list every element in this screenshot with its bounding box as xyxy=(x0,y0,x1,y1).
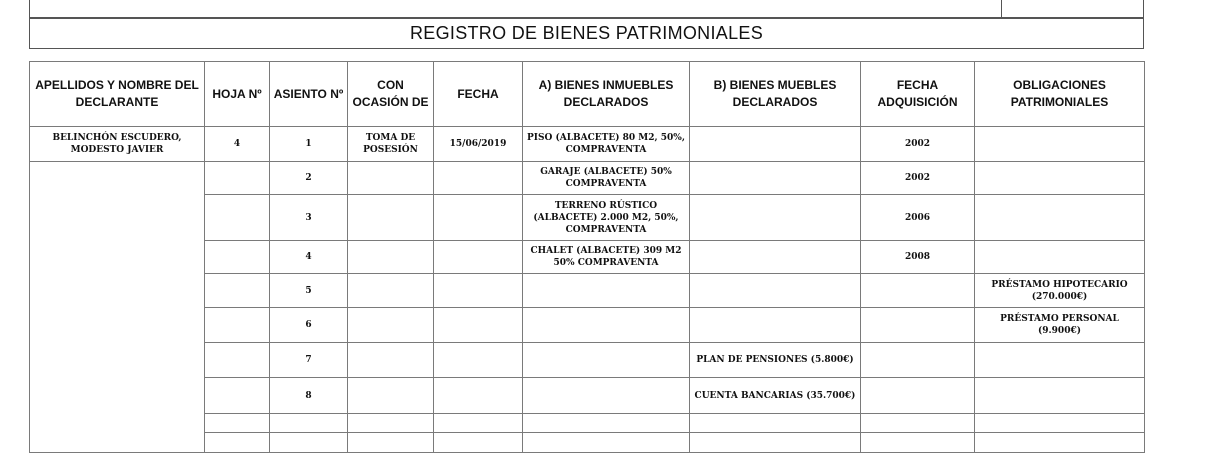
table-row xyxy=(30,127,1145,162)
asiento-cell: 6 xyxy=(270,308,348,343)
fecha-cell xyxy=(434,414,523,433)
declarante-name: BELINCHÓN ESCUDERO, MODESTO JAVIER xyxy=(30,127,205,162)
inmuebles-cell xyxy=(523,378,690,414)
obligaciones-cell xyxy=(975,241,1145,274)
obligaciones-cell xyxy=(975,343,1145,378)
ocasion-cell xyxy=(348,308,434,343)
asiento-cell: 7 xyxy=(270,343,348,378)
obligaciones-cell xyxy=(975,414,1145,433)
adquisicion-cell xyxy=(861,274,975,308)
col-header-declarante: APELLIDOS Y NOMBRE DEL DECLARANTE xyxy=(30,62,205,127)
hoja-cell xyxy=(205,433,270,453)
adquisicion-cell xyxy=(861,308,975,343)
obligaciones-cell: PRÉSTAMO PERSONAL (9.900€) xyxy=(975,308,1145,343)
muebles-cell xyxy=(690,274,861,308)
col-header-muebles: B) BIENES MUEBLES DECLARADOS xyxy=(690,62,861,127)
muebles-cell xyxy=(690,241,861,274)
inmuebles-cell: CHALET (ALBACETE) 309 M2 50% COMPRAVENTA xyxy=(523,241,690,274)
adquisicion-cell xyxy=(861,343,975,378)
inmuebles-cell: TERRENO RÚSTICO (ALBACETE) 2.000 M2, 50%, COMPRAVENTA xyxy=(523,195,690,241)
asiento-cell: 5 xyxy=(270,274,348,308)
inmuebles-cell xyxy=(523,414,690,433)
fecha-cell xyxy=(434,274,523,308)
muebles-cell xyxy=(690,127,861,162)
col-header-adquisicion: FECHA ADQUISICIÓN xyxy=(861,62,975,127)
adquisicion-cell: 2008 xyxy=(861,241,975,274)
adquisicion-cell xyxy=(861,414,975,433)
fecha-cell xyxy=(434,378,523,414)
col-header-hoja: HOJA Nº xyxy=(205,62,270,127)
muebles-cell: CUENTA BANCARIAS (35.700€) xyxy=(690,378,861,414)
asiento-cell: 1 xyxy=(270,127,348,162)
fecha-cell xyxy=(434,195,523,241)
col-header-obligaciones: OBLIGACIONES PATRIMONIALES xyxy=(975,62,1145,127)
page-title: REGISTRO DE BIENES PATRIMONIALES xyxy=(29,18,1144,49)
asiento-cell: 3 xyxy=(270,195,348,241)
hoja-cell xyxy=(205,343,270,378)
inmuebles-cell xyxy=(523,308,690,343)
adquisicion-cell xyxy=(861,378,975,414)
top-divider xyxy=(1001,0,1002,17)
adquisicion-cell: 2002 xyxy=(861,162,975,195)
hoja-number: 4 xyxy=(205,127,270,162)
asiento-cell: 4 xyxy=(270,241,348,274)
fecha-cell xyxy=(434,343,523,378)
asiento-cell: 2 xyxy=(270,162,348,195)
fecha-cell: 15/06/2019 xyxy=(434,127,523,162)
hoja-cell xyxy=(205,195,270,241)
fecha-cell xyxy=(434,241,523,274)
ocasion-cell: TOMA DE POSESIÓN xyxy=(348,127,434,162)
muebles-cell xyxy=(690,308,861,343)
hoja-cell xyxy=(205,162,270,195)
asiento-cell xyxy=(270,414,348,433)
ocasion-cell xyxy=(348,414,434,433)
asiento-cell: 8 xyxy=(270,378,348,414)
header-row xyxy=(30,62,1145,127)
top-header-box xyxy=(29,0,1144,18)
fecha-cell xyxy=(434,162,523,195)
fecha-cell xyxy=(434,308,523,343)
inmuebles-cell xyxy=(523,343,690,378)
table-row xyxy=(30,162,1145,195)
ocasion-cell xyxy=(348,378,434,414)
adquisicion-cell: 2002 xyxy=(861,127,975,162)
ocasion-cell xyxy=(348,433,434,453)
obligaciones-cell xyxy=(975,378,1145,414)
muebles-cell xyxy=(690,162,861,195)
muebles-cell xyxy=(690,433,861,453)
obligaciones-cell xyxy=(975,195,1145,241)
declarante-empty-cell xyxy=(30,162,205,453)
col-header-inmuebles: A) BIENES INMUEBLES DECLARADOS xyxy=(523,62,690,127)
adquisicion-cell: 2006 xyxy=(861,195,975,241)
ocasion-cell xyxy=(348,343,434,378)
hoja-cell xyxy=(205,308,270,343)
col-header-fecha: FECHA xyxy=(434,62,523,127)
col-header-ocasion: CON OCASIÓN DE xyxy=(348,62,434,127)
col-header-asiento: ASIENTO Nº xyxy=(270,62,348,127)
inmuebles-cell: GARAJE (ALBACETE) 50% COMPRAVENTA xyxy=(523,162,690,195)
muebles-cell xyxy=(690,414,861,433)
muebles-cell: PLAN DE PENSIONES (5.800€) xyxy=(690,343,861,378)
inmuebles-cell: PISO (ALBACETE) 80 M2, 50%, COMPRAVENTA xyxy=(523,127,690,162)
hoja-cell xyxy=(205,241,270,274)
hoja-cell xyxy=(205,378,270,414)
ocasion-cell xyxy=(348,274,434,308)
obligaciones-cell: PRÉSTAMO HIPOTECARIO (270.000€) xyxy=(975,274,1145,308)
hoja-cell xyxy=(205,274,270,308)
obligaciones-cell xyxy=(975,433,1145,453)
hoja-cell xyxy=(205,414,270,433)
inmuebles-cell xyxy=(523,433,690,453)
asiento-cell xyxy=(270,433,348,453)
obligaciones-cell xyxy=(975,162,1145,195)
ocasion-cell xyxy=(348,162,434,195)
fecha-cell xyxy=(434,433,523,453)
muebles-cell xyxy=(690,195,861,241)
inmuebles-cell xyxy=(523,274,690,308)
ocasion-cell xyxy=(348,241,434,274)
registry-table xyxy=(29,61,1145,453)
adquisicion-cell xyxy=(861,433,975,453)
ocasion-cell xyxy=(348,195,434,241)
obligaciones-cell xyxy=(975,127,1145,162)
